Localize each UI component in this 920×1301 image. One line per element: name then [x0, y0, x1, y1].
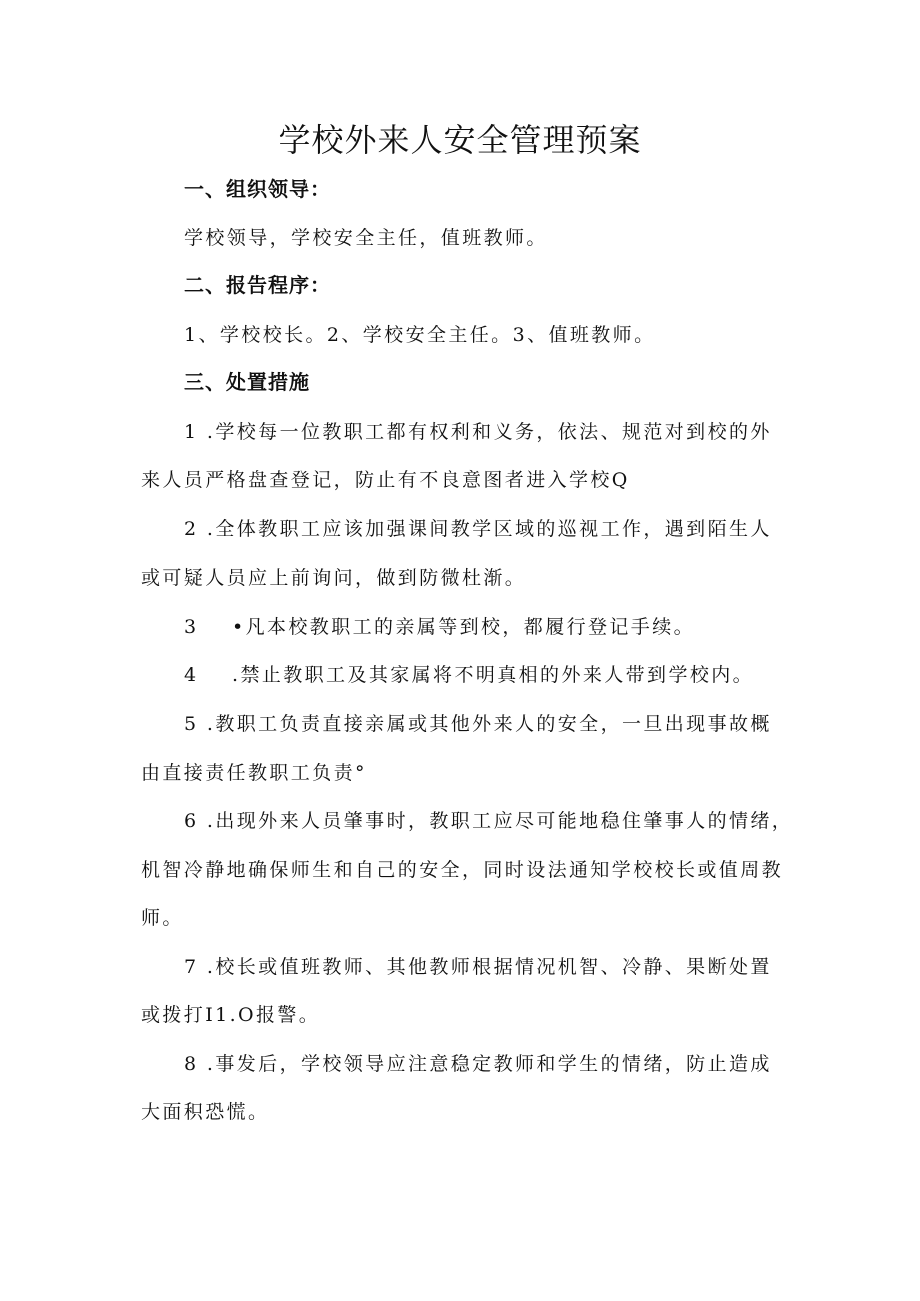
measure-1-line-1: 1 .学校每一位教职工都有权利和义务，依法、规范对到校的外: [184, 421, 772, 443]
measure-8-line-2: 大面积恐慌。: [141, 1101, 270, 1123]
document-title: 学校外来人安全管理预案: [278, 121, 642, 159]
measure-3-text: •凡本校教职工的亲属等到校，都履行登记手续。: [232, 616, 696, 638]
measure-2-line-2: 或可疑人员应上前询问，做到防微杜渐。: [141, 567, 527, 589]
measure-6-line-3: 师。: [141, 907, 184, 929]
measure-4-number: 4: [184, 664, 197, 686]
section-heading-measures: 三、处置措施: [184, 370, 310, 394]
section-heading-reporting: 二、报告程序：: [184, 273, 331, 297]
measure-2-line-1: 2 .全体教职工应该加强课间教学区域的巡视工作，遇到陌生人: [184, 518, 772, 540]
section-heading-organization: 一、组织领导：: [184, 177, 331, 201]
section-body-organization: 学校领导，学校安全主任，值班教师。: [184, 227, 548, 249]
measure-3-number: 3: [184, 616, 197, 638]
section-body-reporting: 1、学校校长。2、学校安全主任。3、值班教师。: [184, 324, 656, 346]
measure-6-line-2: 机智冷静地确保师生和自己的安全，同时设法通知学校校长或值周教: [141, 859, 784, 881]
measure-7-line-2: 或拨打I1.O报警。: [141, 1004, 321, 1026]
measure-5-line-1: 5 .教职工负责直接亲属或其他外来人的安全，一旦出现事故概: [184, 713, 772, 735]
measure-1-line-2: 来人员严格盘查登记，防止有不良意图者进入学校Q: [141, 469, 630, 491]
measure-5-line-2: 由直接责任教职工负责°: [141, 762, 367, 784]
measure-6-line-1: 6 .出现外来人员肇事时，教职工应尽可能地稳住肇事人的情绪，: [184, 810, 794, 832]
measure-7-line-1: 7 .校长或值班教师、其他教师根据情况机智、冷静、果断处置: [184, 956, 772, 978]
measure-4-text: .禁止教职工及其家属将不明真相的外来人带到学校内。: [232, 664, 755, 686]
measure-8-line-1: 8 .事发后，学校领导应注意稳定教师和学生的情绪，防止造成: [184, 1053, 772, 1075]
